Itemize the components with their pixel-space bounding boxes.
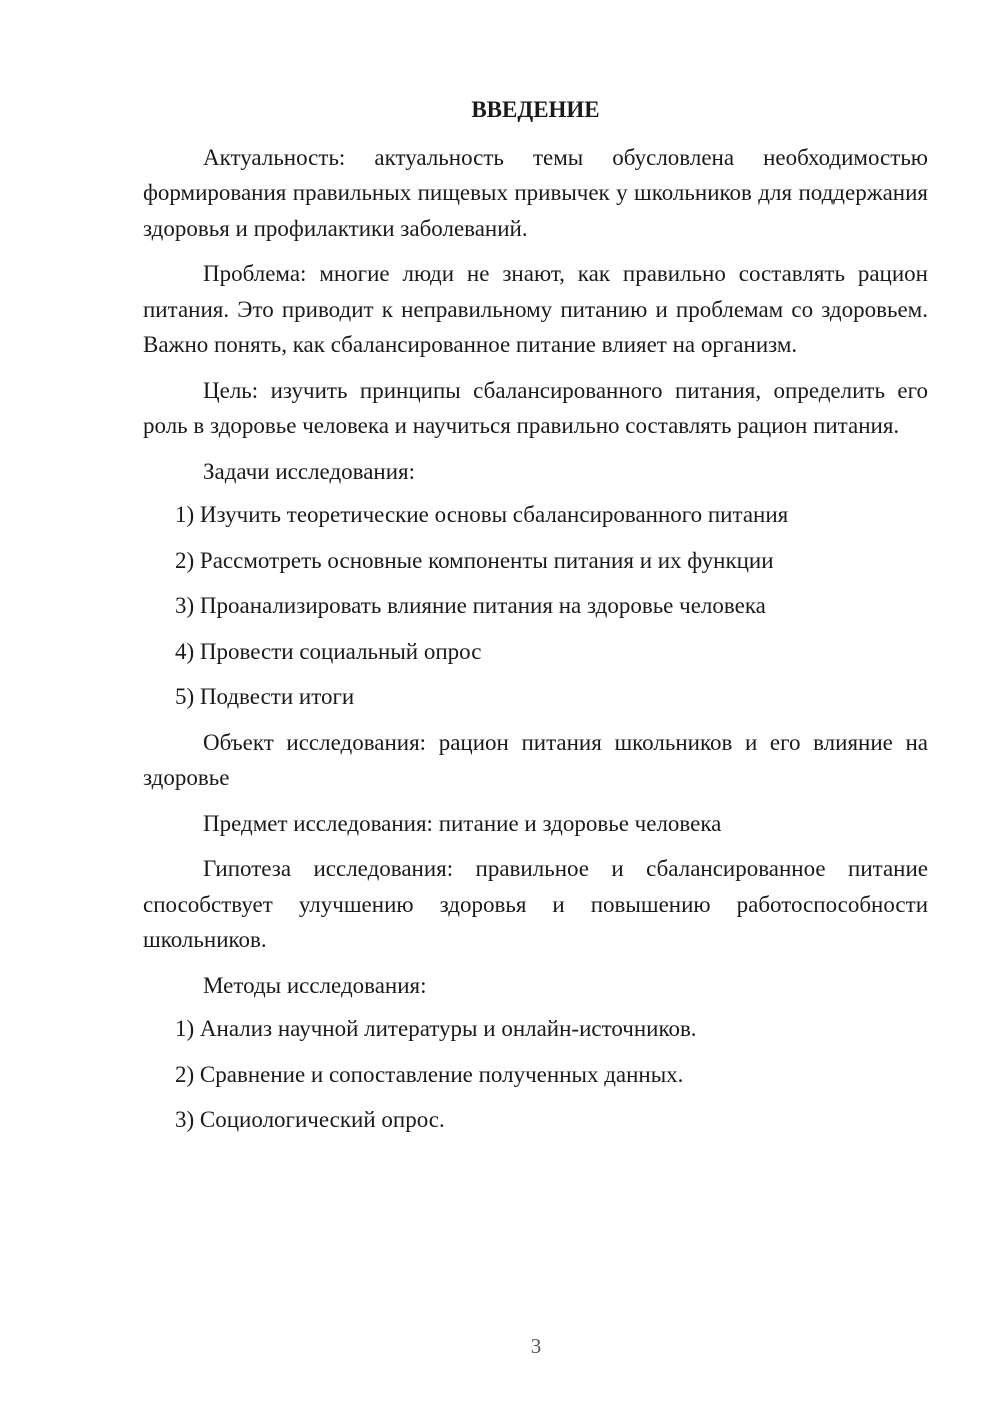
tasks-heading: Задачи исследования:	[203, 458, 416, 484]
document-page	[143, 92, 928, 1148]
list-item: 2) Сравнение и сопоставление полученных данных.	[175, 1061, 684, 1087]
list-item: 1) Анализ научной литературы и онлайн-источников.	[175, 1016, 697, 1041]
tasks-list	[143, 497, 928, 715]
object-paragraph: Объект исследования: рацион питания школьников и его влияние на здоровье	[143, 729, 928, 790]
goal-paragraph: Цель: изучить принципы сбалансированного питания, определить его роль в здоровье человека и научиться правильно составлять рацион питания.	[143, 377, 928, 438]
actuality-paragraph: Актуальность: актуальность темы обусловлена необходимостью формирования правильных пищевых привычек у школьников для поддержания здоровья и профилактики заболеваний.	[143, 144, 928, 241]
methods-heading: Методы исследования:	[203, 972, 427, 998]
methods-list	[143, 1011, 928, 1138]
list-item: 1) Изучить теоретические основы сбалансированного питания	[175, 502, 789, 527]
subject-paragraph: Предмет исследования: питание и здоровье человека	[203, 810, 722, 836]
page-title: ВВЕДЕНИЕ	[471, 97, 600, 122]
list-item: 4) Провести социальный опрос	[175, 638, 482, 664]
list-item: 3) Социологический опрос.	[175, 1107, 445, 1132]
hypothesis-paragraph: Гипотеза исследования: правильное и сбалансированное питание способствует улучшению здоровья и повышению работоспособности школьников.	[143, 856, 928, 952]
list-item: 2) Рассмотреть основные компоненты питания и их функции	[175, 547, 774, 573]
list-item: 3) Проанализировать влияние питания на здоровье человека	[175, 593, 766, 618]
page-number: 3	[530, 1334, 542, 1358]
problem-paragraph: Проблема: многие люди не знают, как правильно составлять рацион питания. Это приводит к неправильному питанию и проблемам со здоровьем. Важно понять, как сбалансированное питание влияет на организм.	[143, 261, 928, 357]
list-item: 5) Подвести итоги	[175, 684, 355, 709]
